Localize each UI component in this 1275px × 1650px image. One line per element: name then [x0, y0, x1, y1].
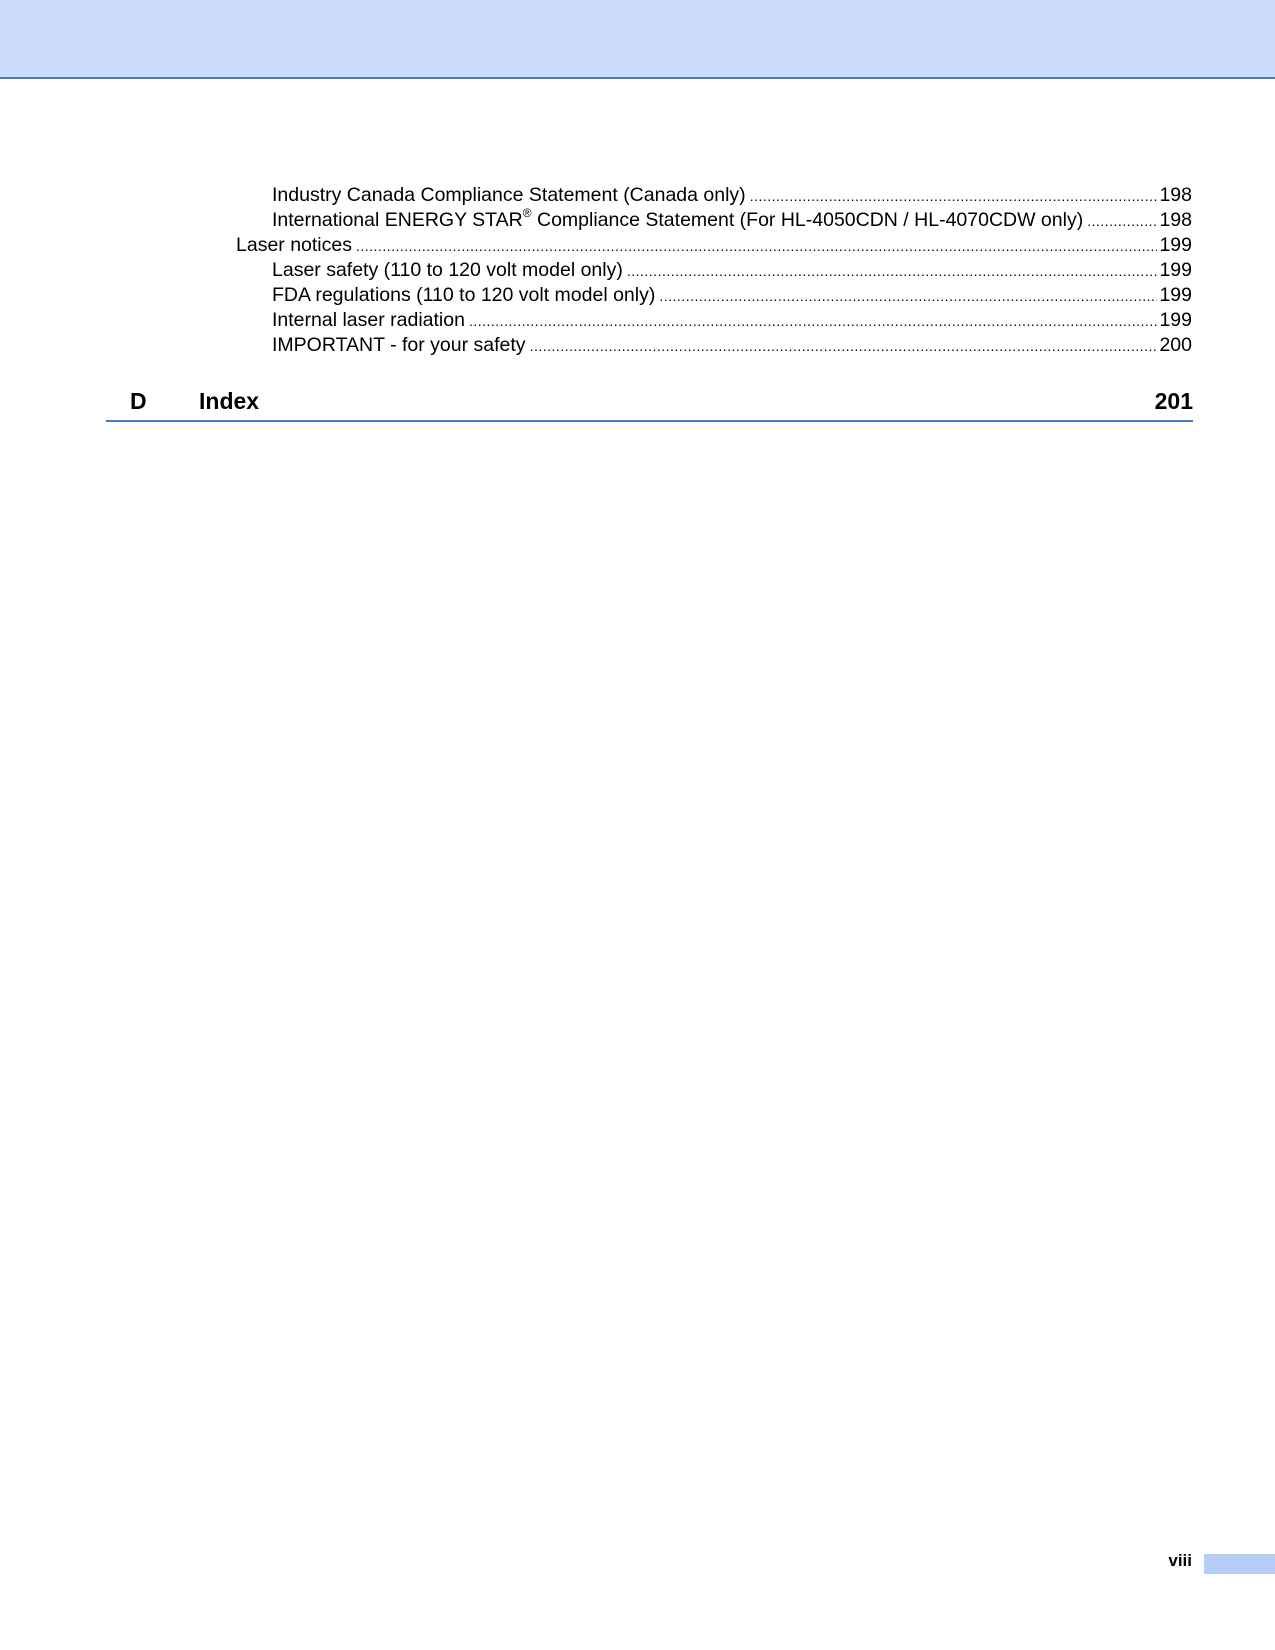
toc-entry[interactable]: [272, 333, 1192, 359]
registered-mark: ®: [522, 205, 532, 220]
dot-leader: [659, 284, 1157, 309]
toc-entry-page: 200: [1159, 334, 1192, 356]
toc-entry-title: FDA regulations (110 to 120 volt model only): [272, 284, 656, 306]
toc-entry-page: 199: [1159, 284, 1192, 306]
toc-entry-page: 198: [1159, 184, 1192, 206]
toc-entry-page: 199: [1159, 234, 1192, 256]
dot-leader: [356, 234, 1157, 259]
toc-entry-title: Industry Canada Compliance Statement (Canada only): [272, 184, 746, 206]
toc-entry-page: 199: [1159, 259, 1192, 281]
toc-entry-title-part: Compliance Statement (For HL-4050CDN / HL-4070CDW only): [531, 209, 1084, 231]
toc-entry[interactable]: [272, 183, 1192, 209]
toc-entry[interactable]: [272, 283, 1192, 309]
toc-entry-title: IMPORTANT - for your safety: [272, 334, 526, 356]
toc-entry-page: 199: [1159, 309, 1192, 331]
dot-leader: [1087, 209, 1157, 234]
toc-entry[interactable]: [272, 308, 1192, 334]
chapter-letter: D: [130, 388, 147, 414]
chapter-title: Index: [199, 388, 260, 414]
dot-leader: [750, 184, 1158, 209]
dot-leader: [530, 334, 1158, 359]
dot-leader: [469, 309, 1158, 334]
toc-entry[interactable]: [272, 205, 1192, 234]
footer-page-number: viii: [1168, 1551, 1192, 1570]
toc-entry-title-part: International ENERGY STAR: [272, 209, 523, 231]
toc-entry-title: [272, 205, 1087, 233]
toc-entry-page: 198: [1159, 209, 1192, 231]
toc-entry-title: Laser safety (110 to 120 volt model only): [272, 259, 623, 281]
footer-tab: [1204, 1554, 1275, 1574]
chapter-heading-index[interactable]: [106, 384, 1193, 422]
toc-entry-title: Laser notices: [236, 234, 352, 256]
toc-entry[interactable]: [236, 233, 1192, 259]
header-band: [0, 0, 1275, 79]
toc-entry[interactable]: [272, 258, 1192, 284]
toc-entry-title: Internal laser radiation: [272, 309, 465, 331]
dot-leader: [627, 259, 1158, 284]
chapter-page: 201: [1154, 388, 1193, 414]
